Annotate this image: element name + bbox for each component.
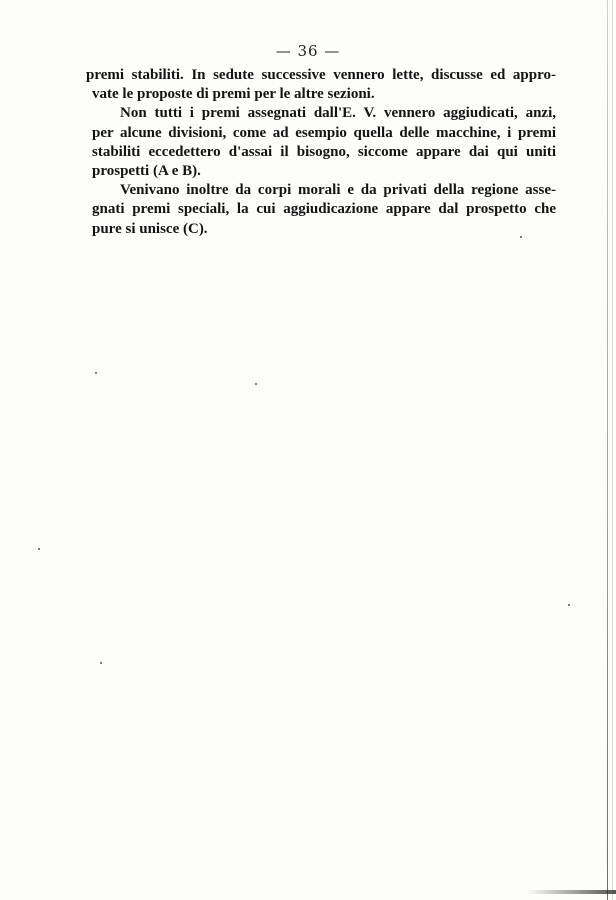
ink-speck — [38, 548, 40, 550]
page-corner-smudge — [526, 890, 616, 894]
ink-speck — [568, 604, 570, 606]
text-line: premi stabiliti. In sedute successive vennero lette, discusse ed appro- — [86, 67, 556, 83]
body-text — [86, 66, 556, 239]
text-line: prospetti (A e B). — [92, 162, 201, 179]
text-line: Non tutti i premi assegnati dall'E. V. vennero aggiudicati, anzi, — [120, 105, 556, 122]
page-number: — 36 — — [275, 42, 341, 60]
ink-speck — [100, 662, 102, 664]
text-line: pure si unisce (C). — [92, 220, 208, 237]
text-line: per alcune divisioni, come ad esempio quella delle macchine, i premi — [92, 124, 556, 141]
page-edge-line-outer — [612, 0, 613, 900]
page-edge-line — [607, 0, 608, 900]
text-line: vate le proposte di premi per le altre sezioni. — [92, 86, 375, 103]
text-line: gnati premi speciali, la cui aggiudicazione appare dal prospetto che — [92, 201, 556, 218]
text-line: Venivano inoltre da corpi morali e da privati della regione asse- — [120, 182, 556, 199]
ink-speck — [255, 383, 257, 385]
text-line: stabiliti eccedettero d'assai il bisogno, siccome appare dai qui uniti — [92, 143, 556, 160]
ink-speck — [95, 372, 97, 374]
